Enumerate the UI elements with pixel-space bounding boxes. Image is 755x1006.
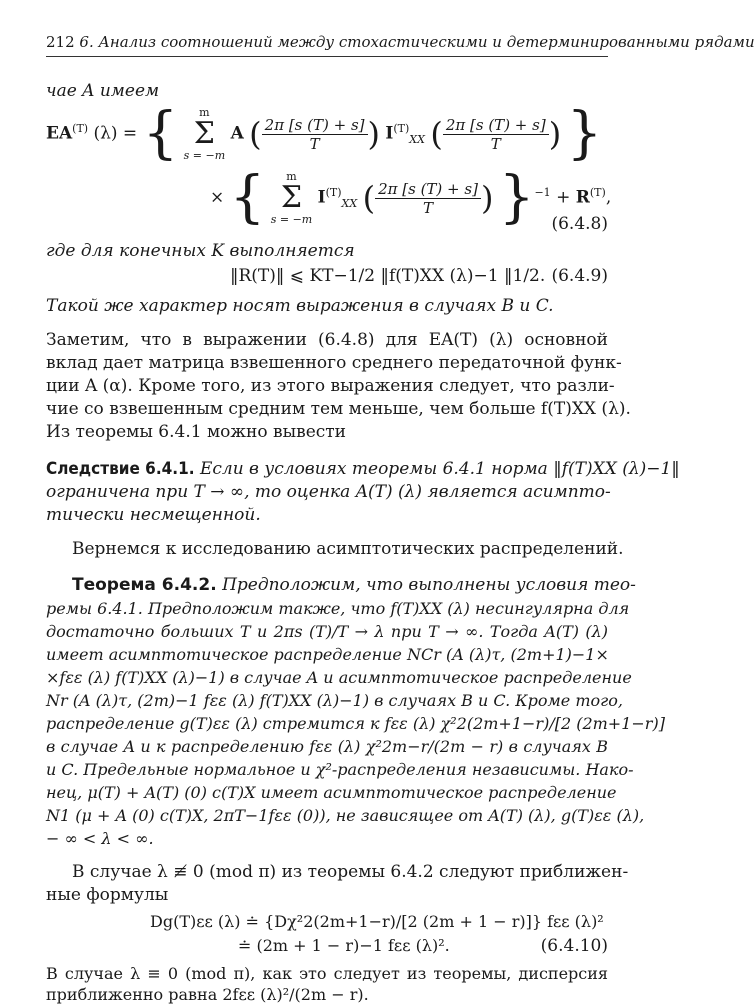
text-line: ограничена при T → ∞, то оценка A(T) (λ) является асимпто- [46,482,611,502]
header-rule [46,56,608,57]
text-line: Из теоремы 6.4.1 можно вывести [46,422,347,442]
text-line: имеет асимптотическое распределение NCr (A (λ)τ, (2m+1)−1× [46,645,609,664]
theorem-label: Теорема 6.4.2. [72,575,217,595]
text-line: В случае λ ≡ 0 (mod π), как это следует из теоремы, дисперсия [46,964,608,983]
text-line: где для конечных K выполняется [46,241,355,261]
text-line: достаточно больших T и 2πs (T)/T → λ при T → ∞. Тогда A(T) (λ) [46,622,608,641]
corollary-text: Если в условиях теоремы 6.4.1 норма ‖f(T)XX (λ)−1‖ [199,459,680,479]
text-line: чае A имеем [46,81,160,101]
text-line: ции A (α). Кроме того, из этого выражения следует, что разли- [46,376,615,396]
running-title: 6. Анализ соотношений между стохастическими и детерминированными рядами [79,33,755,51]
text-line: − ∞ < λ < ∞. [46,829,154,848]
text-line: ные формулы [46,885,169,905]
text-line: Такой же характер носят выражения в случаях B и C. [46,296,554,316]
text-line: ×fεε (λ) f(T)XX (λ)−1) в случае A и асимптотическое распределение [46,668,632,687]
text-line: В случае λ ≢ 0 (mod π) из теоремы 6.4.2 следуют приближен- [72,862,629,882]
text-line: тически несмещенной. [46,505,261,525]
theorem-text: Предположим, что выполнены условия тео- [222,575,636,595]
text-line: N1 (μ + A (0) c(T)X, 2πT−1fεε (0)), не зависящее от A(T) (λ), g(T)εε (λ), [46,806,645,825]
text-line: Заметим, что в выражении (6.4.8) для EA(T) (λ) основной [46,330,608,350]
text-line: Вернемся к исследованию асимптотических распределений. [72,539,624,559]
corollary-line [46,458,680,481]
text-line: приближенно равна 2fεε (λ)²/(2m − r). [46,985,369,1004]
equation-number-6-4-8: (6.4.8) [551,214,608,234]
text-line: нец, μ(T) + A(T) (0) c(T)X имеет асимптотическое распределение [46,783,617,802]
text-line: чие со взвешенным средним тем меньше, чем больше f(T)XX (λ). [46,399,631,419]
corollary-label: Следствие 6.4.1. [46,459,195,479]
text-line: вклад дает матрица взвешенного среднего передаточной функ- [46,353,622,373]
equation-6-4-9: ‖R(T)‖ ⩽ KT−1/2 ‖f(T)XX (λ)−1 ‖1/2. [230,266,546,286]
text-line: в случае A и к распределению fεε (λ) χ²2m−r/(2m − r) в случаях B [46,737,608,756]
text-line: и C. Предельные нормальное и χ²-распределения независимы. Нако- [46,760,634,779]
running-header [46,33,755,51]
text-line: Nr (A (λ)τ, (2m)−1 fεε (λ) f(T)XX (λ)−1) в случаях B и C. Кроме того, [46,691,623,710]
equation-number-6-4-10: (6.4.10) [540,936,608,956]
theorem-line [72,574,636,597]
text-line: распределение g(T)εε (λ) стремится к fεε (λ) χ²2(2m+1−r)/[2 (2m+1−r)] [46,714,665,733]
equation-6-4-8-row2: × { m Σ s = −m $I^{(T)}_{XX}$ ( $\frac{2\pi [s (T) + s]}{T}$ ) }$^{-1} + R^{(T)}$, [210,165,612,230]
equation-6-4-10-row2: ≐ (2m + 1 − r)−1 fεε (λ)². [238,936,450,955]
equation-6-4-10-row1: Dg(T)εε (λ) ≐ {Dχ²2(2m+1−r)/[2 (2m + 1 − r)]} fεε (λ)² [150,912,604,931]
page-number: 212 [46,33,75,51]
equation-6-4-8-row1: $EA^{(T)}$ (λ) = { m Σ s = −m A ( $\frac{2\pi [s (T) + s]}{T}$ ) $I^{(T)}_{XX}$ ( $\frac{2\pi [s (T) + s]}{T}$ ) } [46,101,603,166]
text-line: ремы 6.4.1. Предположим также, что f(T)XX (λ) несингулярна для [46,599,630,618]
equation-number-6-4-9: (6.4.9) [551,266,608,286]
